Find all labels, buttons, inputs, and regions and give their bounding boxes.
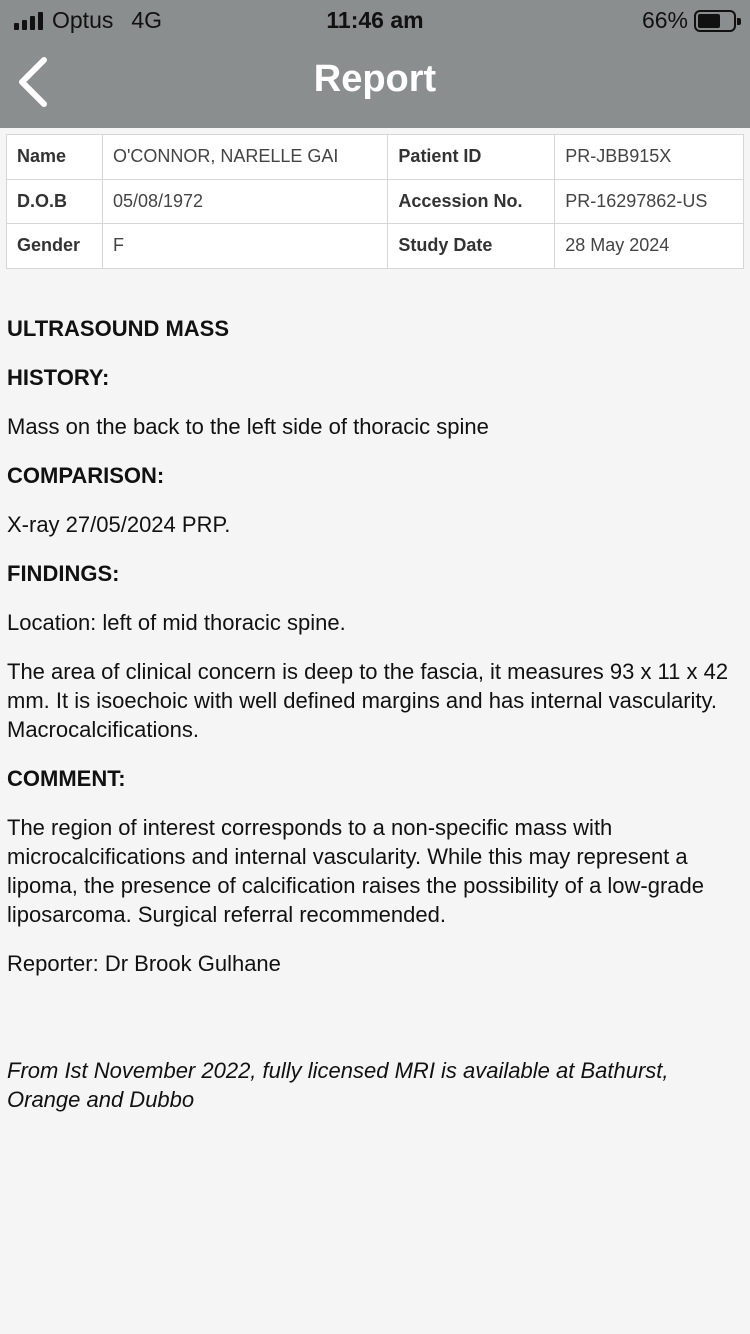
accession-value: PR-16297862-US <box>555 179 744 224</box>
battery-percent: 66% <box>641 7 688 33</box>
table-row <box>7 224 744 269</box>
patient-info-table <box>6 134 744 269</box>
history-text: Mass on the back to the left side of thoracic spine <box>7 414 489 439</box>
patient-id-label: Patient ID <box>388 135 555 180</box>
study-date-label: Study Date <box>388 224 555 269</box>
comparison-heading: COMPARISON: <box>7 463 165 488</box>
table-row <box>7 135 744 180</box>
dob-value: 05/08/1972 <box>102 179 387 224</box>
history-heading: HISTORY: <box>7 365 110 390</box>
dob-label: D.O.B <box>7 179 103 224</box>
findings-heading: FINDINGS: <box>7 561 120 586</box>
study-date-value: 28 May 2024 <box>555 224 744 269</box>
gender-label: Gender <box>7 224 103 269</box>
comment-heading: COMMENT: <box>7 766 126 791</box>
top-bar <box>0 0 750 128</box>
status-bar <box>0 0 750 40</box>
page-title: Report <box>313 58 437 100</box>
findings-detail: The area of clinical concern is deep to the fascia, it measures 93 x 11 x 42 mm. It is isoechoic with well defined margins and has internal vascularity. Macrocalcifications. <box>7 659 729 742</box>
report-body <box>7 314 745 1134</box>
footer-note: From Ist November 2022, fully licensed MRI is available at Bathurst, Orange and Dubbo <box>7 1058 669 1112</box>
name-label: Name <box>7 135 103 180</box>
accession-label: Accession No. <box>388 179 555 224</box>
comparison-text: X-ray 27/05/2024 PRP. <box>7 512 231 537</box>
reporter-name: Reporter: Dr Brook Gulhane <box>7 951 281 976</box>
name-value: O'CONNOR, NARELLE GAI <box>102 135 387 180</box>
navigation-bar <box>0 40 750 128</box>
patient-id-value: PR-JBB915X <box>555 135 744 180</box>
battery-icon <box>694 10 736 32</box>
network-type: 4G <box>131 7 163 33</box>
carrier-name: Optus <box>52 7 114 33</box>
report-title: ULTRASOUND MASS <box>7 316 230 341</box>
gender-value: F <box>102 224 387 269</box>
findings-location: Location: left of mid thoracic spine. <box>7 610 346 635</box>
status-time: 11:46 am <box>326 7 424 33</box>
comment-text: The region of interest corresponds to a non-specific mass with microcalcifications and internal vascularity. While this may represent a lipoma, the presence of calcification raises the possibility of a low-grade liposarcoma. Surgical referral recommended. <box>7 815 705 927</box>
table-row <box>7 179 744 224</box>
